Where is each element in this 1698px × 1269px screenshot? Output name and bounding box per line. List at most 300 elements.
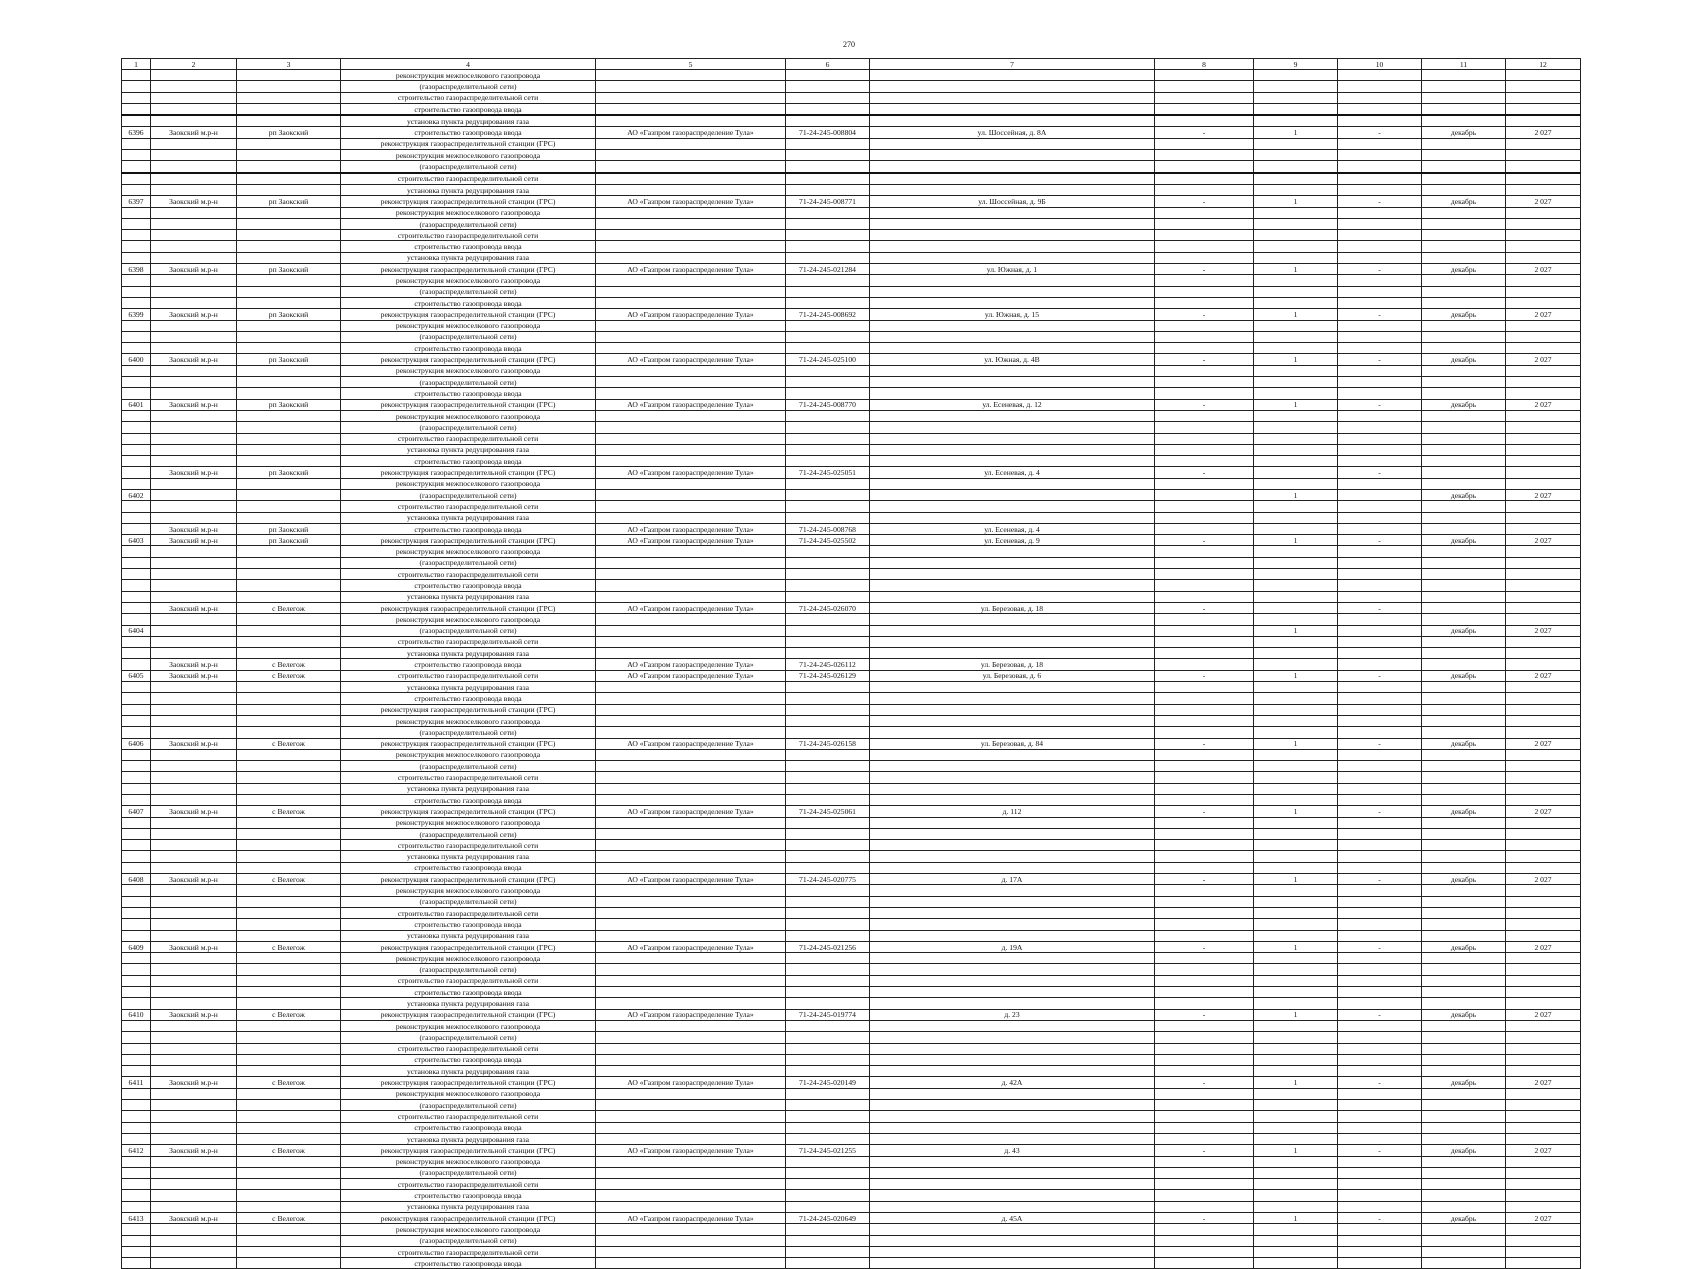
column-8-cell (1155, 783, 1254, 794)
settlement-cell (237, 682, 341, 693)
month-cell (1422, 761, 1506, 772)
row-number-cell (122, 410, 151, 421)
table-row (122, 150, 1581, 161)
settlement-cell (237, 828, 341, 839)
address-cell (870, 625, 1155, 636)
work-type-cell: строительство газопровода ввода (341, 456, 596, 467)
settlement-cell: с Велегож (237, 738, 341, 749)
column-10-cell (1338, 138, 1422, 149)
work-type-cell: (газораспределительной сети) (341, 489, 596, 500)
work-type-cell: реконструкция газораспределительной станции (ГРС) (341, 1077, 596, 1088)
work-type-cell: (газораспределительной сети) (341, 161, 596, 173)
month-cell: декабрь (1422, 738, 1506, 749)
address-cell (870, 761, 1155, 772)
district-cell (151, 975, 237, 986)
month-cell (1422, 377, 1506, 388)
district-cell (151, 749, 237, 760)
district-cell (151, 377, 237, 388)
organization-cell (596, 81, 786, 92)
column-header: 10 (1338, 59, 1422, 70)
object-code-cell (786, 840, 870, 851)
object-code-cell (786, 115, 870, 127)
column-8-cell: - (1155, 602, 1254, 613)
table-row (122, 320, 1581, 331)
organization-cell (596, 1133, 786, 1144)
quantity-cell (1254, 772, 1338, 783)
address-cell (870, 1156, 1155, 1167)
object-code-cell: 71-24-245-026070 (786, 602, 870, 613)
month-cell: декабрь (1422, 1212, 1506, 1223)
month-cell (1422, 343, 1506, 354)
column-8-cell (1155, 817, 1254, 828)
table-row (122, 941, 1581, 952)
address-cell (870, 919, 1155, 930)
settlement-cell: с Велегож (237, 659, 341, 670)
address-cell (870, 230, 1155, 241)
row-number-cell (122, 1032, 151, 1043)
address-cell (870, 1122, 1155, 1133)
table-row (122, 297, 1581, 308)
table-row (122, 625, 1581, 636)
row-number-cell (122, 569, 151, 580)
table-row (122, 1156, 1581, 1167)
column-8-cell (1155, 1167, 1254, 1178)
object-code-cell: 71-24-245-026129 (786, 670, 870, 681)
row-number-cell (122, 930, 151, 941)
column-8-cell: - (1155, 1212, 1254, 1223)
object-code-cell: 71-24-245-021255 (786, 1145, 870, 1156)
organization-cell (596, 161, 786, 173)
row-number-cell (122, 81, 151, 92)
district-cell (151, 1122, 237, 1133)
year-cell (1506, 1020, 1581, 1031)
work-type-cell: строительство газораспределительной сети (341, 1111, 596, 1122)
work-type-cell: реконструкция межпоселкового газопровода (341, 749, 596, 760)
month-cell (1422, 840, 1506, 851)
organization-cell (596, 377, 786, 388)
settlement-cell (237, 433, 341, 444)
organization-cell: АО «Газпром газораспределение Тула» (596, 1009, 786, 1020)
district-cell (151, 1258, 237, 1269)
year-cell (1506, 1167, 1581, 1178)
column-10-cell (1338, 377, 1422, 388)
address-cell: д. 17А (870, 874, 1155, 885)
object-code-cell: 71-24-245-021256 (786, 941, 870, 952)
address-cell (870, 1224, 1155, 1235)
month-cell (1422, 365, 1506, 376)
settlement-cell: с Велегож (237, 1212, 341, 1223)
object-code-cell (786, 92, 870, 103)
month-cell (1422, 659, 1506, 670)
column-8-cell: - (1155, 127, 1254, 138)
column-8-cell (1155, 138, 1254, 149)
year-cell (1506, 761, 1581, 772)
work-type-cell: строительство газораспределительной сети (341, 636, 596, 647)
year-cell (1506, 286, 1581, 297)
work-type-cell: строительство газораспределительной сети (341, 670, 596, 681)
work-type-cell: реконструкция газораспределительной станции (ГРС) (341, 399, 596, 410)
row-number-cell: 6405 (122, 670, 151, 681)
settlement-cell (237, 444, 341, 455)
row-number-cell (122, 1133, 151, 1144)
settlement-cell (237, 862, 341, 873)
organization-cell (596, 783, 786, 794)
row-number-cell (122, 580, 151, 591)
month-cell (1422, 828, 1506, 839)
year-cell (1506, 1190, 1581, 1201)
work-type-cell: строительство газораспределительной сети (341, 975, 596, 986)
address-cell (870, 1179, 1155, 1190)
work-type-cell: реконструкция газораспределительной станции (ГРС) (341, 264, 596, 275)
quantity-cell (1254, 444, 1338, 455)
table-row (122, 998, 1581, 1009)
settlement-cell (237, 70, 341, 81)
address-cell (870, 70, 1155, 81)
column-header: 1 (122, 59, 151, 70)
district-cell (151, 1190, 237, 1201)
district-cell (151, 410, 237, 421)
quantity-cell (1254, 693, 1338, 704)
address-cell: ул. Шоссейная, д. 9Б (870, 196, 1155, 207)
district-cell (151, 1224, 237, 1235)
year-cell (1506, 1246, 1581, 1257)
table-row (122, 648, 1581, 659)
organization-cell (596, 614, 786, 625)
address-cell: ул. Шоссейная, д. 8А (870, 127, 1155, 138)
address-cell (870, 241, 1155, 252)
year-cell (1506, 851, 1581, 862)
quantity-cell (1254, 343, 1338, 354)
organization-cell: АО «Газпром газораспределение Тула» (596, 738, 786, 749)
quantity-cell (1254, 422, 1338, 433)
work-type-cell: реконструкция межпоселкового газопровода (341, 1156, 596, 1167)
address-cell: ул. Есеневая, д. 4 (870, 467, 1155, 478)
month-cell (1422, 1043, 1506, 1054)
settlement-cell (237, 625, 341, 636)
organization-cell: АО «Газпром газораспределение Тула» (596, 196, 786, 207)
row-number-cell (122, 828, 151, 839)
year-cell (1506, 1258, 1581, 1269)
settlement-cell (237, 998, 341, 1009)
address-cell (870, 749, 1155, 760)
column-8-cell (1155, 444, 1254, 455)
quantity-cell (1254, 795, 1338, 806)
organization-cell (596, 1066, 786, 1077)
work-type-cell: строительство газопровода ввода (341, 987, 596, 998)
row-number-cell (122, 795, 151, 806)
organization-cell (596, 138, 786, 149)
row-number-cell: 6410 (122, 1009, 151, 1020)
year-cell: 2 027 (1506, 399, 1581, 410)
district-cell: Заокский м.р-н (151, 738, 237, 749)
quantity-cell (1254, 1088, 1338, 1099)
column-10-cell: - (1338, 806, 1422, 817)
address-cell (870, 693, 1155, 704)
quantity-cell (1254, 964, 1338, 975)
district-cell (151, 930, 237, 941)
column-8-cell (1155, 512, 1254, 523)
district-cell (151, 580, 237, 591)
address-cell (870, 173, 1155, 185)
month-cell (1422, 1190, 1506, 1201)
column-10-cell (1338, 569, 1422, 580)
district-cell (151, 840, 237, 851)
table-row (122, 422, 1581, 433)
object-code-cell (786, 1043, 870, 1054)
address-cell (870, 377, 1155, 388)
column-8-cell: - (1155, 535, 1254, 546)
settlement-cell: с Велегож (237, 670, 341, 681)
document-table-container (121, 58, 1581, 1269)
table-row (122, 964, 1581, 975)
column-10-cell (1338, 70, 1422, 81)
row-number-cell: 6407 (122, 806, 151, 817)
settlement-cell (237, 1235, 341, 1246)
work-type-cell: установка пункта редуцирования газа (341, 512, 596, 523)
object-code-cell (786, 377, 870, 388)
work-type-cell: (газораспределительной сети) (341, 1235, 596, 1246)
column-8-cell (1155, 1088, 1254, 1099)
object-code-cell (786, 1020, 870, 1031)
month-cell (1422, 103, 1506, 115)
year-cell (1506, 512, 1581, 523)
work-type-cell: реконструкция газораспределительной станции (ГРС) (341, 738, 596, 749)
table-row (122, 1246, 1581, 1257)
month-cell (1422, 218, 1506, 229)
object-code-cell (786, 727, 870, 738)
object-code-cell (786, 851, 870, 862)
column-10-cell (1338, 1224, 1422, 1235)
district-cell (151, 230, 237, 241)
table-row (122, 535, 1581, 546)
object-code-cell (786, 625, 870, 636)
column-10-cell (1338, 218, 1422, 229)
month-cell (1422, 512, 1506, 523)
column-8-cell (1155, 343, 1254, 354)
column-8-cell (1155, 704, 1254, 715)
table-row (122, 817, 1581, 828)
row-number-cell (122, 602, 151, 613)
row-number-cell: 6402 (122, 489, 151, 500)
district-cell: Заокский м.р-н (151, 467, 237, 478)
organization-cell (596, 828, 786, 839)
row-number-cell: 6413 (122, 1212, 151, 1223)
address-cell (870, 998, 1155, 1009)
work-type-cell: строительство газопровода ввода (341, 1258, 596, 1269)
quantity-cell (1254, 727, 1338, 738)
district-cell (151, 1246, 237, 1257)
district-cell (151, 1066, 237, 1077)
quantity-cell (1254, 92, 1338, 103)
quantity-cell (1254, 580, 1338, 591)
row-number-cell: 6398 (122, 264, 151, 275)
year-cell (1506, 919, 1581, 930)
settlement-cell (237, 1066, 341, 1077)
year-cell (1506, 1235, 1581, 1246)
year-cell: 2 027 (1506, 127, 1581, 138)
year-cell (1506, 998, 1581, 1009)
object-code-cell (786, 103, 870, 115)
quantity-cell (1254, 907, 1338, 918)
column-header: 9 (1254, 59, 1338, 70)
month-cell (1422, 70, 1506, 81)
district-cell (151, 173, 237, 185)
address-cell (870, 297, 1155, 308)
settlement-cell (237, 840, 341, 851)
year-cell (1506, 377, 1581, 388)
row-number-cell (122, 115, 151, 127)
object-code-cell (786, 173, 870, 185)
column-header: 5 (596, 59, 786, 70)
quantity-cell (1254, 207, 1338, 218)
column-8-cell: - (1155, 399, 1254, 410)
year-cell: 2 027 (1506, 1009, 1581, 1020)
settlement-cell (237, 1258, 341, 1269)
settlement-cell (237, 783, 341, 794)
address-cell: ул. Южная, д. 15 (870, 309, 1155, 320)
settlement-cell (237, 184, 341, 195)
work-type-cell: реконструкция газораспределительной станции (ГРС) (341, 309, 596, 320)
quantity-cell (1254, 975, 1338, 986)
object-code-cell (786, 783, 870, 794)
year-cell (1506, 715, 1581, 726)
column-10-cell: - (1338, 1009, 1422, 1020)
object-code-cell (786, 365, 870, 376)
work-type-cell: (газораспределительной сети) (341, 286, 596, 297)
organization-cell (596, 840, 786, 851)
column-10-cell (1338, 964, 1422, 975)
object-code-cell: 71-24-245-020649 (786, 1212, 870, 1223)
column-8-cell (1155, 693, 1254, 704)
year-cell (1506, 1054, 1581, 1065)
organization-cell (596, 444, 786, 455)
address-cell: д. 45А (870, 1212, 1155, 1223)
row-number-cell (122, 70, 151, 81)
district-cell (151, 1179, 237, 1190)
work-type-cell: реконструкция межпоселкового газопровода (341, 320, 596, 331)
settlement-cell: с Велегож (237, 874, 341, 885)
settlement-cell (237, 489, 341, 500)
column-10-cell: - (1338, 196, 1422, 207)
table-row (122, 1212, 1581, 1223)
quantity-cell: 1 (1254, 354, 1338, 365)
work-type-cell: (газораспределительной сети) (341, 1167, 596, 1178)
row-number-cell (122, 1167, 151, 1178)
column-10-cell (1338, 987, 1422, 998)
work-type-cell: (газораспределительной сети) (341, 557, 596, 568)
column-8-cell (1155, 919, 1254, 930)
month-cell (1422, 1100, 1506, 1111)
organization-cell (596, 795, 786, 806)
settlement-cell (237, 275, 341, 286)
work-type-cell: реконструкция межпоселкового газопровода (341, 1020, 596, 1031)
object-code-cell (786, 715, 870, 726)
column-8-cell: - (1155, 941, 1254, 952)
row-number-cell (122, 467, 151, 478)
organization-cell: АО «Газпром газораспределение Тула» (596, 806, 786, 817)
row-number-cell: 6404 (122, 625, 151, 636)
column-8-cell (1155, 896, 1254, 907)
organization-cell (596, 1167, 786, 1178)
object-code-cell: 71-24-245-026112 (786, 659, 870, 670)
settlement-cell (237, 501, 341, 512)
settlement-cell: с Велегож (237, 806, 341, 817)
table-row (122, 275, 1581, 286)
month-cell (1422, 150, 1506, 161)
organization-cell (596, 433, 786, 444)
district-cell (151, 727, 237, 738)
district-cell: Заокский м.р-н (151, 1077, 237, 1088)
work-type-cell: строительство газопровода ввода (341, 795, 596, 806)
settlement-cell (237, 795, 341, 806)
year-cell (1506, 580, 1581, 591)
column-8-cell (1155, 410, 1254, 421)
quantity-cell: 1 (1254, 535, 1338, 546)
month-cell (1422, 501, 1506, 512)
district-cell (151, 218, 237, 229)
quantity-cell (1254, 410, 1338, 421)
month-cell (1422, 1020, 1506, 1031)
quantity-cell (1254, 840, 1338, 851)
table-row (122, 456, 1581, 467)
month-cell (1422, 885, 1506, 896)
address-cell (870, 862, 1155, 873)
organization-cell (596, 682, 786, 693)
table-row (122, 138, 1581, 149)
organization-cell (596, 388, 786, 399)
quantity-cell: 1 (1254, 670, 1338, 681)
column-10-cell: - (1338, 602, 1422, 613)
district-cell: Заокский м.р-н (151, 196, 237, 207)
year-cell: 2 027 (1506, 264, 1581, 275)
quantity-cell: 1 (1254, 625, 1338, 636)
column-8-cell (1155, 851, 1254, 862)
object-code-cell (786, 987, 870, 998)
address-cell: ул. Южная, д. 1 (870, 264, 1155, 275)
table-row (122, 1077, 1581, 1088)
row-number-cell: 6412 (122, 1145, 151, 1156)
settlement-cell (237, 907, 341, 918)
district-cell: Заокский м.р-н (151, 602, 237, 613)
settlement-cell (237, 1167, 341, 1178)
table-row (122, 512, 1581, 523)
year-cell (1506, 388, 1581, 399)
year-cell (1506, 230, 1581, 241)
row-number-cell (122, 614, 151, 625)
row-number-cell (122, 1100, 151, 1111)
table-row (122, 761, 1581, 772)
year-cell: 2 027 (1506, 625, 1581, 636)
month-cell (1422, 998, 1506, 1009)
object-code-cell (786, 704, 870, 715)
year-cell: 2 027 (1506, 535, 1581, 546)
table-row (122, 365, 1581, 376)
quantity-cell (1254, 70, 1338, 81)
month-cell (1422, 1224, 1506, 1235)
row-number-cell (122, 377, 151, 388)
work-type-cell: строительство газораспределительной сети (341, 1179, 596, 1190)
row-number-cell (122, 103, 151, 115)
organization-cell (596, 150, 786, 161)
object-code-cell (786, 591, 870, 602)
work-type-cell: строительство газопровода ввода (341, 1054, 596, 1065)
column-header: 8 (1155, 59, 1254, 70)
address-cell (870, 953, 1155, 964)
object-code-cell: 71-24-245-025061 (786, 806, 870, 817)
district-cell (151, 783, 237, 794)
settlement-cell (237, 241, 341, 252)
quantity-cell (1254, 433, 1338, 444)
